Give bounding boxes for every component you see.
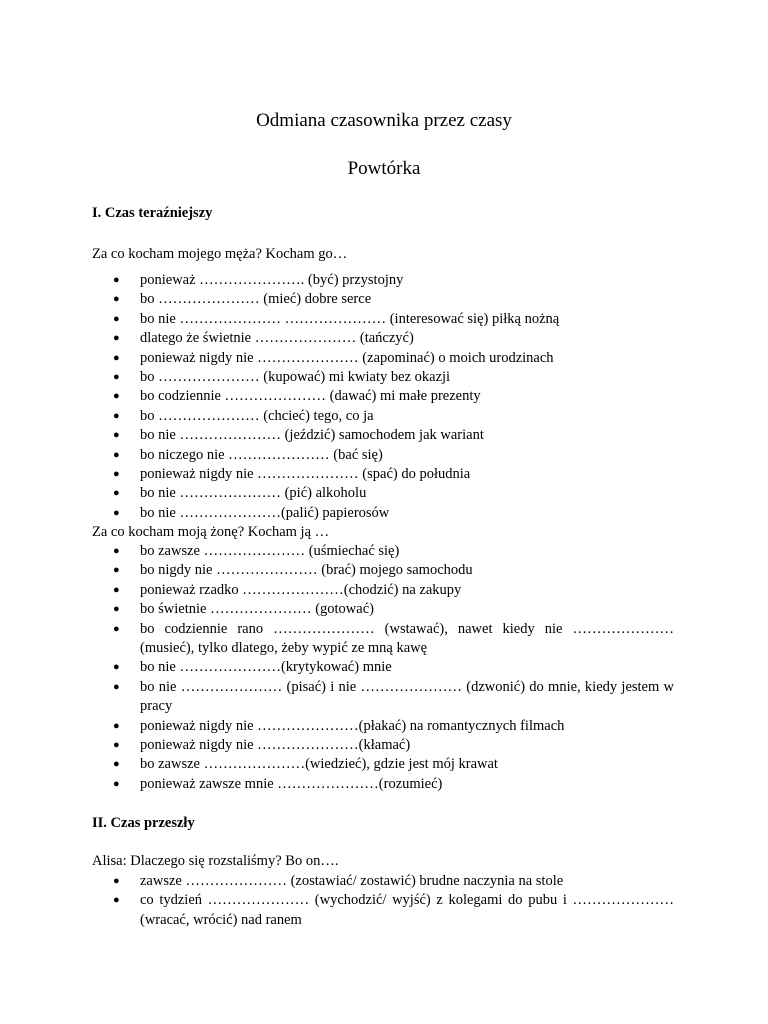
list-item xyxy=(92,736,674,755)
list-item xyxy=(92,600,674,619)
section-heading-present-tense: I. Czas teraźniejszy xyxy=(92,205,213,221)
list-item-text: bo niczego nie ………………… (bać się) xyxy=(140,446,383,463)
list-item-text: ponieważ nigdy nie …………………(płakać) na romantycznych filmach xyxy=(140,717,565,734)
bullet-icon: ● xyxy=(113,680,120,693)
bullet-icon: ● xyxy=(113,875,120,887)
list-item xyxy=(92,658,674,677)
list-item-text: bo codziennie rano ………………… (wstawać), nawet kiedy nie ………………… (musieć), tylko dlatego, żeby wypić ze mną kawę xyxy=(140,620,674,657)
bullet-icon: ● xyxy=(113,777,120,790)
list-item-text: bo nigdy nie ………………… (brać) mojego samochodu xyxy=(140,562,473,579)
bullet-icon: ● xyxy=(113,758,120,771)
list-item-text: ponieważ nigdy nie ………………… (zapominać) o moich urodzinach xyxy=(140,349,554,366)
list-item xyxy=(92,542,674,561)
list-item-text: ponieważ rzadko …………………(chodzić) na zakupy xyxy=(140,581,462,598)
list-item-text: ponieważ zawsze mnie …………………(rozumieć) xyxy=(140,775,443,792)
list-item-text: bo świetnie ………………… (gotować) xyxy=(140,601,374,618)
list-item xyxy=(92,387,674,406)
list-item-text: bo nie ………………… (pić) alkoholu xyxy=(140,485,367,502)
bullet-icon: ● xyxy=(113,409,120,422)
list-item xyxy=(92,717,674,736)
bullet-icon: ● xyxy=(113,468,120,481)
list-item xyxy=(92,368,674,387)
bullet-icon: ● xyxy=(113,293,120,306)
list-item xyxy=(92,290,674,309)
bullet-icon: ● xyxy=(113,564,120,577)
list-item-text: dlatego że świetnie ………………… (tańczyć) xyxy=(140,330,414,347)
list-item-text: ponieważ …………………. (być) przystojny xyxy=(140,272,404,288)
list-item-text: bo ………………… (chcieć) tego, co ja xyxy=(140,407,374,424)
list-item xyxy=(92,561,674,580)
bullet-icon: ● xyxy=(113,312,120,325)
bullet-icon: ● xyxy=(113,603,120,616)
list-item xyxy=(92,872,674,891)
document-title: Odmiana czasownika przez czasy xyxy=(256,110,512,131)
intro-husband: Za co kocham mojego męża? Kocham go… xyxy=(92,246,348,262)
list-item-text: bo zawsze …………………(wiedzieć), gdzie jest mój krawat xyxy=(140,756,498,773)
list-item xyxy=(92,775,674,794)
exercise-list-alisa xyxy=(92,872,674,930)
list-item xyxy=(92,446,674,465)
list-item xyxy=(92,620,674,659)
bullet-icon: ● xyxy=(113,390,120,403)
list-item-text: bo nie …………………(palić) papierosów xyxy=(140,504,390,521)
exercise-list-wife xyxy=(92,542,674,794)
list-item-text: ponieważ nigdy nie ………………… (spać) do południa xyxy=(140,466,471,483)
list-item xyxy=(92,581,674,600)
bullet-icon: ● xyxy=(113,894,120,907)
list-item xyxy=(92,484,674,503)
intro-alisa: Alisa: Dlaczego się rozstaliśmy? Bo on…. xyxy=(92,853,339,869)
list-item-text: bo nie ………………… (jeździć) samochodem jak wariant xyxy=(140,427,484,444)
bullet-icon: ● xyxy=(113,622,120,635)
list-item xyxy=(92,504,674,523)
list-item xyxy=(92,349,674,368)
bullet-icon: ● xyxy=(113,429,120,442)
section-heading-past-tense: II. Czas przeszły xyxy=(92,815,195,831)
bullet-icon: ● xyxy=(113,719,120,732)
list-item xyxy=(92,271,674,290)
list-item xyxy=(92,891,674,930)
list-item xyxy=(92,678,674,717)
bullet-icon: ● xyxy=(113,371,120,384)
bullet-icon: ● xyxy=(113,545,120,557)
list-item-text: zawsze ………………… (zostawiać/ zostawić) brudne naczynia na stole xyxy=(140,873,564,889)
list-item-text: co tydzień ………………… (wychodzić/ wyjść) z kolegami do pubu i ………………… (wracać, wrócić) nad ranem xyxy=(140,892,674,928)
bullet-icon: ● xyxy=(113,448,120,461)
bullet-icon: ● xyxy=(113,274,120,286)
list-item-text: bo zawsze ………………… (uśmiechać się) xyxy=(140,543,400,559)
intro-wife: Za co kocham moją żonę? Kocham ją … xyxy=(92,524,330,540)
list-item-text: bo ………………… (mieć) dobre serce xyxy=(140,291,372,308)
exercise-list-husband xyxy=(92,271,674,523)
list-item-text: bo nie …………………(krytykować) mnie xyxy=(140,659,392,676)
list-item-text: bo nie ………………… ………………… (interesować się) piłką nożną xyxy=(140,310,560,327)
list-item xyxy=(92,465,674,484)
bullet-icon: ● xyxy=(113,332,120,345)
list-item xyxy=(92,329,674,348)
bullet-icon: ● xyxy=(113,506,120,519)
list-item xyxy=(92,310,674,329)
list-item-text: bo ………………… (kupować) mi kwiaty bez okazji xyxy=(140,369,451,386)
list-item-text: bo nie ………………… (pisać) i nie ………………… (dzwonić) do mnie, kiedy jestem w pracy xyxy=(140,678,674,715)
bullet-icon: ● xyxy=(113,739,120,752)
bullet-icon: ● xyxy=(113,661,120,674)
bullet-icon: ● xyxy=(113,583,120,596)
list-item-text: ponieważ nigdy nie …………………(kłamać) xyxy=(140,737,411,754)
document-subtitle: Powtórka xyxy=(347,158,421,179)
list-item xyxy=(92,407,674,426)
list-item-text: bo codziennie ………………… (dawać) mi małe prezenty xyxy=(140,388,481,405)
bullet-icon: ● xyxy=(113,351,120,364)
list-item xyxy=(92,755,674,774)
bullet-icon: ● xyxy=(113,487,120,500)
list-item xyxy=(92,426,674,445)
